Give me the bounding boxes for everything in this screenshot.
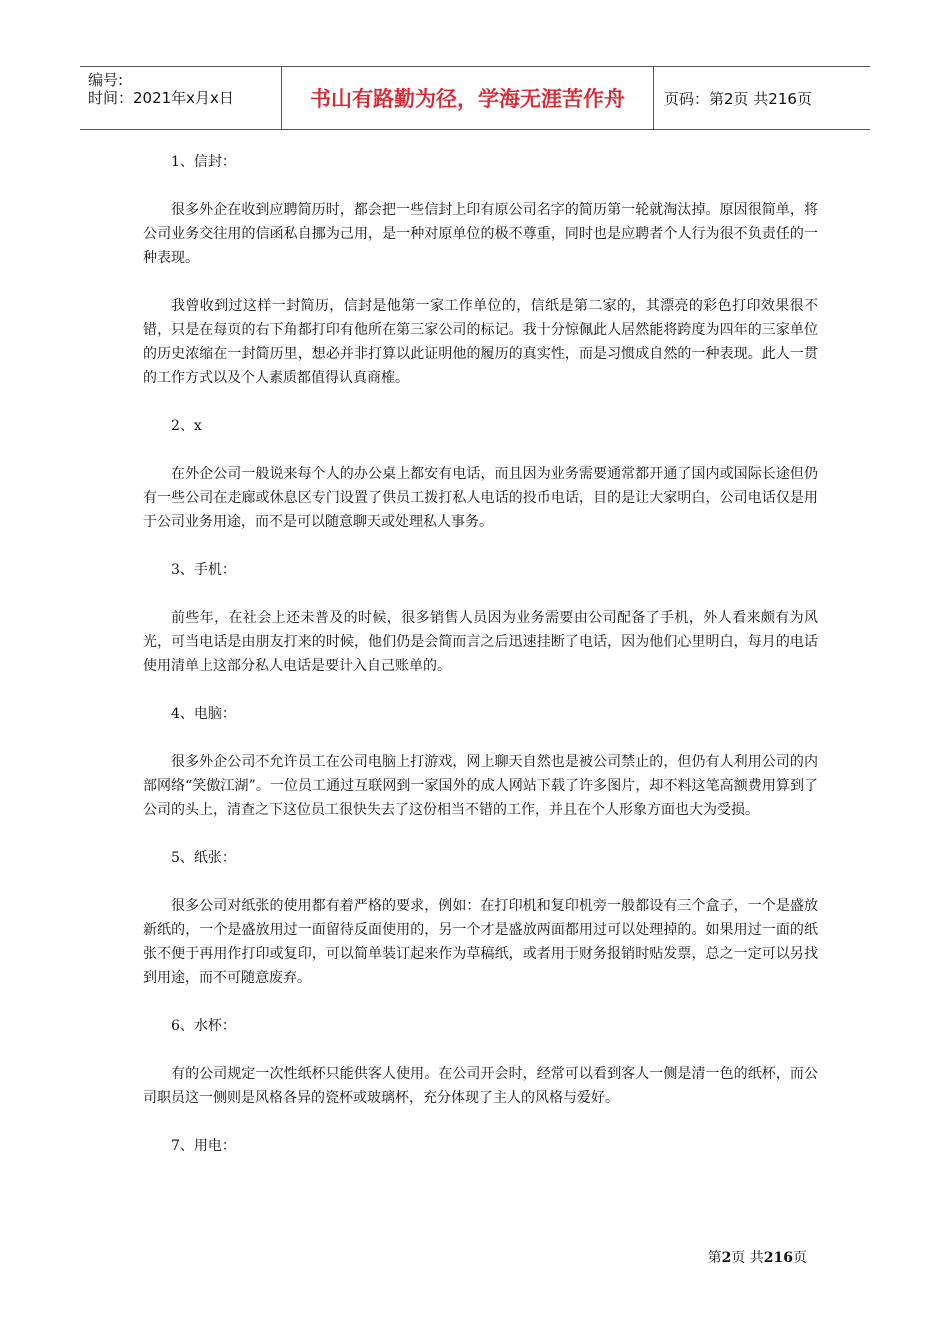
section-heading: 3、手机： — [171, 562, 236, 578]
header-meta — [80, 67, 282, 129]
body-paragraph: 前些年，在社会上还未普及的时候，很多销售人员因为业务需要由公司配备了手机，外人看来颇有为风光，可当电话是由朋友打来的时候，他们仍是会简而言之后迅速挂断了电话，因为他们心里明白，每月的电话使用清单上这部分私人电话是要计入自己账单的。 — [143, 610, 818, 674]
section-heading: 7、用电： — [171, 1138, 236, 1154]
footer-total-pages: 216 — [763, 1250, 793, 1266]
section-heading: 1、信封： — [171, 154, 236, 170]
footer-prefix: 第 — [707, 1250, 722, 1266]
page-header — [80, 66, 870, 130]
page-footer — [708, 1247, 807, 1267]
section-heading: 2、x — [171, 418, 202, 434]
header-page-label: 页码：第2页 共216页 — [664, 89, 812, 108]
body-paragraph: 很多公司对纸张的使用都有着严格的要求，例如：在打印机和复印机旁一般都设有三个盒子，一个是盛放新纸的，一个是盛放用过一面留待反面使用的，另一个才是盛放两面都用过可以处理掉的。如果用过一面的纸张不便于再用作打印或复印，可以简单装订起来作为草稿纸，或者用于财务报销时贴发票，总之一定可以另找到用途，而不可随意废弃。 — [143, 898, 818, 986]
document-body — [143, 150, 818, 1182]
body-paragraph: 我曾收到过这样一封简历，信封是他第一家工作单位的，信纸是第二家的，其漂亮的彩色打印效果很不错，只是在每页的右下角都打印有他所在第三家公司的标记。我十分惊佩此人居然能将跨度为四年的三家单位的历史浓缩在一封简历里，想必并非打算以此证明他的履历的真实性，而是习惯成自然的一种表现。此人一贯的工作方式以及个人素质都值得认真商榷。 — [143, 298, 818, 386]
document-time-label: 时间：2021年x月x日 — [88, 89, 234, 107]
footer-suffix: 页 — [793, 1250, 807, 1266]
section-heading: 6、水杯： — [171, 1018, 236, 1034]
footer-page-number: 2 — [721, 1250, 732, 1266]
section-heading: 5、纸张： — [171, 850, 236, 866]
body-paragraph: 很多外企公司不允许员工在公司电脑上打游戏，网上聊天自然也是被公司禁止的，但仍有人利用公司的内部网络“笑傲江湖”。一位员工通过互联网到一家国外的成人网站下载了许多图片，却不料这笔高额费用算到了公司的头上，清查之下这位员工很快失去了这份相当不错的工作，并且在个人形象方面也大为受损。 — [143, 754, 818, 818]
section-heading: 4、电脑： — [171, 706, 236, 722]
footer-middle: 页 共 — [731, 1250, 764, 1266]
header-motto: 书山有路勤为径，学海无涯苦作舟 — [282, 67, 654, 129]
body-paragraph: 有的公司规定一次性纸杯只能供客人使用。在公司开会时，经常可以看到客人一侧是清一色的纸杯，而公司职员这一侧则是风格各异的瓷杯或玻璃杯，充分体现了主人的风格与爱好。 — [143, 1066, 818, 1106]
document-number-label: 编号: — [88, 71, 124, 89]
body-paragraph: 在外企公司一般说来每个人的办公桌上都安有电话，而且因为业务需要通常都开通了国内或国际长途但仍有一些公司在走廊或休息区专门设置了供员工拨打私人电话的投币电话，目的是让大家明白，公司电话仅是用于公司业务用途，而不是可以随意聊天或处理私人事务。 — [143, 466, 818, 530]
body-paragraph: 很多外企在收到应聘简历时，都会把一些信封上印有原公司名字的简历第一轮就淘汰掉。原因很简单，将公司业务交往用的信函私自挪为己用，是一种对原单位的极不尊重，同时也是应聘者个人行为很不负责任的一种表现。 — [143, 202, 818, 266]
